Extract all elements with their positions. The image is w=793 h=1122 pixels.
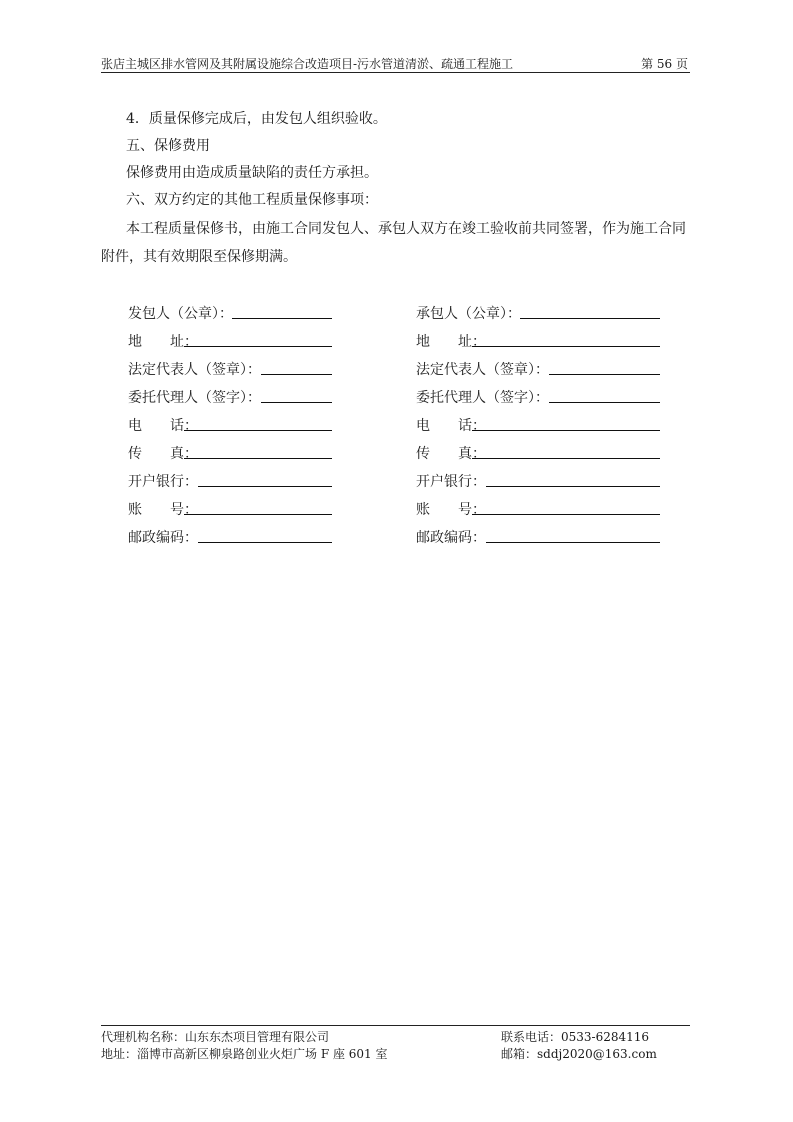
left-phone-label: 电 话： [128,418,198,434]
left-party-field [128,303,332,323]
footer-phone: 联系电话：0533-6284116 [501,1030,650,1044]
left-account-line [184,514,332,515]
right-party-field [416,303,660,323]
right-agent-line [549,402,660,403]
left-agent-line [261,402,332,403]
left-party-label: 发包人（公章）： [128,306,233,322]
right-account-field [416,499,660,519]
right-fax-field [416,443,660,463]
left-fax-field [128,443,332,463]
right-account-label: 账 号： [416,502,486,518]
left-bank-field [128,471,332,491]
left-phone-line [184,430,332,431]
left-postcode-field [128,527,332,547]
left-agent-field [128,387,332,407]
footer-email: 邮箱：sddj2020@163.com [501,1047,657,1061]
item-4: 4．质量保修完成后，由发包人组织验收。 [126,111,387,127]
left-phone-field [128,415,332,435]
left-agent-label: 委托代理人（签字）： [128,390,261,406]
footer-address: 地址：淄博市高新区柳泉路创业火炬广场 F 座 601 室 [101,1047,388,1061]
right-agent-label: 委托代理人（签字）： [416,390,549,406]
right-postcode-field [416,527,660,547]
footer-agency: 代理机构名称：山东东杰项目管理有限公司 [101,1030,330,1044]
section-6-text-line2: 附件，其有效期限至保修期满。 [101,249,297,265]
right-fax-line [472,458,660,459]
right-address-line [472,346,660,347]
page-number: 第 56 页 [641,57,688,71]
right-bank-label: 开户银行： [416,474,486,490]
page-header [101,52,690,73]
right-fax-label: 传 真： [416,446,486,462]
section-6-heading: 六、双方约定的其他工程质量保修事项： [126,192,378,208]
left-account-label: 账 号： [128,502,198,518]
right-postcode-label: 邮政编码： [416,530,486,546]
left-account-field [128,499,332,519]
right-legal-rep-field [416,359,660,379]
footer-divider [101,1025,690,1026]
right-phone-line [472,430,660,431]
right-bank-field [416,471,660,491]
right-address-field [416,331,660,351]
left-address-label: 地 址： [128,334,198,350]
right-party-line [520,318,660,319]
left-legal-rep-label: 法定代表人（签章）： [128,362,261,378]
left-legal-rep-line [261,374,332,375]
right-agent-field [416,387,660,407]
right-phone-field [416,415,660,435]
left-legal-rep-field [128,359,332,379]
left-postcode-label: 邮政编码： [128,530,198,546]
right-account-line [472,514,660,515]
left-bank-label: 开户银行： [128,474,198,490]
left-address-line [184,346,332,347]
left-fax-label: 传 真： [128,446,198,462]
right-legal-rep-line [549,374,660,375]
right-party-label: 承包人（公章）： [416,306,521,322]
document-title: 张店主城区排水管网及其附属设施综合改造项目-污水管道清淤、疏通工程施工 [101,57,514,71]
section-5-heading: 五、保修费用 [126,138,210,154]
right-bank-line [486,486,660,487]
left-party-line [232,318,332,319]
left-bank-line [198,486,332,487]
right-address-label: 地 址： [416,334,486,350]
right-legal-rep-label: 法定代表人（签章）： [416,362,549,378]
right-phone-label: 电 话： [416,418,486,434]
left-fax-line [184,458,332,459]
section-6-text-line1: 本工程质量保修书，由施工合同发包人、承包人双方在竣工验收前共同签署，作为施工合同 [126,221,686,237]
left-postcode-line [198,542,332,543]
right-postcode-line [486,542,660,543]
section-5-text: 保修费用由造成质量缺陷的责任方承担。 [126,165,378,181]
left-address-field [128,331,332,351]
